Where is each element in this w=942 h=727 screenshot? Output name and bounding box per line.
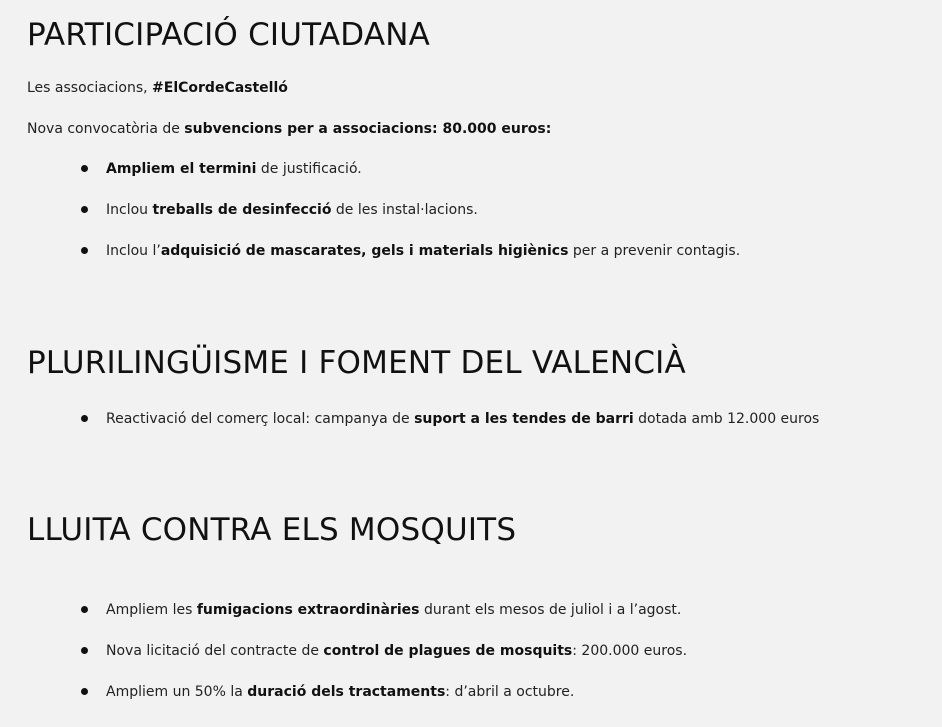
item-post: : 200.000 euros. — [572, 643, 688, 659]
intro-convocatoria-bold: subvencions per a associacions: 80.000 euros: — [184, 121, 552, 137]
item-post: dotada amb 12.000 euros — [633, 411, 820, 427]
bullet-icon — [81, 247, 88, 254]
intro-convocatoria-text: Nova convocatòria de — [27, 121, 185, 137]
intro-convocatoria — [27, 120, 551, 138]
item-pre: Ampliem un 50% la — [106, 684, 248, 700]
section-title-plurilinguisme: PLURILINGÜISME I FOMENT DEL VALENCIÀ — [27, 345, 686, 381]
list-item — [81, 201, 478, 219]
list-item — [81, 160, 362, 178]
bullet-icon — [81, 206, 88, 213]
item-bold: treballs de desinfecció — [152, 202, 332, 218]
item-pre: Nova licitació del contracte de — [106, 643, 324, 659]
bullet-icon — [81, 688, 88, 695]
item-post: durant els mesos de juliol i a l’agost. — [419, 602, 682, 618]
section-title-mosquits: LLUITA CONTRA ELS MOSQUITS — [27, 512, 517, 548]
list-item — [81, 683, 574, 701]
bullet-icon — [81, 606, 88, 613]
item-pre: Reactivació del comerç local: campanya de — [106, 411, 415, 427]
item-post: de les instal·lacions. — [331, 202, 478, 218]
item-pre: Inclou — [106, 202, 153, 218]
item-bold: adquisició de mascarates, gels i materials higiènics — [160, 243, 569, 259]
list-item — [81, 410, 819, 428]
section-title-participacio: PARTICIPACIÓ CIUTADANA — [27, 17, 431, 53]
item-bold: suport a les tendes de barri — [414, 411, 634, 427]
item-post: per a prevenir contagis. — [568, 243, 741, 259]
item-pre: Inclou l’ — [106, 243, 161, 259]
intro-associacions-text: Les associacions, — [27, 80, 153, 96]
item-post: : d’abril a octubre. — [445, 684, 575, 700]
item-post: de justificació. — [256, 161, 362, 177]
item-bold: fumigacions extraordinàries — [196, 602, 420, 618]
bullet-icon — [81, 165, 88, 172]
item-bold: control de plagues de mosquits — [323, 643, 573, 659]
list-item — [81, 601, 681, 619]
hashtag: #ElCordeCastelló — [152, 80, 288, 96]
bullet-icon — [81, 647, 88, 654]
bullet-icon — [81, 415, 88, 422]
intro-associacions — [27, 79, 288, 97]
item-pre: Ampliem les — [106, 602, 197, 618]
item-bold: duració dels tractaments — [247, 684, 446, 700]
list-item — [81, 242, 740, 260]
list-item — [81, 642, 687, 660]
item-bold: Ampliem el termini — [106, 161, 257, 177]
